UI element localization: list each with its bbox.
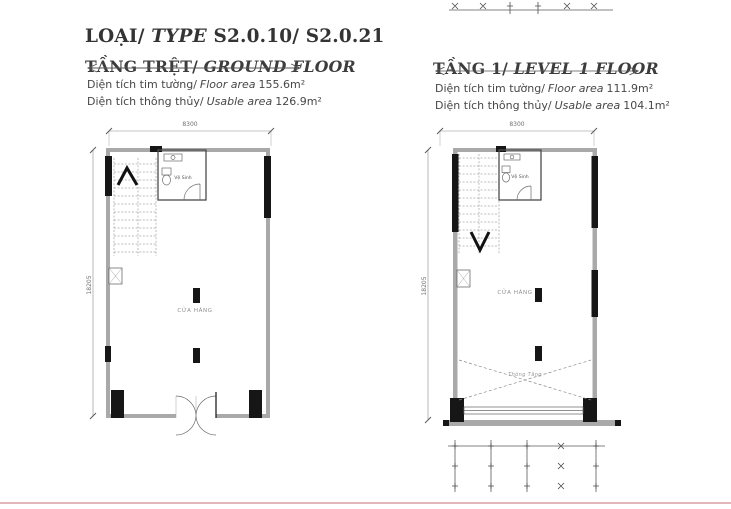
staircase (459, 154, 499, 254)
toilet-bowl (502, 173, 509, 182)
wc-room (499, 150, 541, 200)
unit-type-title (85, 25, 385, 47)
type-title-code: S2.0.10/ S2.0.21 (213, 24, 385, 47)
void-area (459, 360, 591, 400)
sink-counter (164, 154, 182, 161)
floor-area-line (435, 80, 673, 97)
usable-area-label-vi: Diện tích thông thủy/ (435, 99, 552, 112)
balcony-railing (464, 407, 583, 414)
usable-area-label-en: Usable area (554, 99, 621, 112)
height-dimension (421, 147, 431, 423)
staircase (114, 158, 156, 256)
wc-room-label: Vệ Sinh (174, 176, 192, 181)
floor-area-value: 155.6m² (258, 78, 306, 91)
toilet-tank (502, 166, 510, 173)
usable-area-line (87, 93, 325, 110)
svg-text:8300: 8300 (182, 121, 198, 128)
structural-columns (105, 146, 271, 418)
usable-area-value: 104.1m² (623, 99, 670, 112)
floor-area-label-en: Floor area (547, 82, 604, 95)
type-title-en: TYPE (151, 24, 207, 47)
level1-floor-plan (413, 114, 627, 504)
height-dimension (86, 147, 96, 419)
level1-title-en: LEVEL 1 FLOOR (513, 59, 659, 79)
svg-text:8300: 8300 (509, 121, 525, 128)
floor-area-value: 111.9m² (606, 82, 654, 95)
stair-direction-arrow (471, 232, 489, 250)
level1-areas (435, 80, 673, 114)
ground-floor-areas (87, 76, 325, 110)
usable-area-line (435, 97, 673, 114)
sink-basin (510, 155, 514, 159)
page-bottom-rule (0, 502, 731, 504)
double-arrow-underline (85, 63, 303, 73)
wc-door-swing (184, 184, 200, 200)
canopy-grid-bottom (448, 440, 605, 492)
ground-floor-title-vi: TẦNG TRỆT/ (85, 57, 199, 77)
wc-room-label: Vệ Sinh (511, 175, 529, 180)
svg-text:18205: 18205 (86, 275, 93, 295)
exterior-walls (106, 148, 270, 418)
floor-area-label-vi: Diện tích tim tường/ (87, 78, 197, 91)
window-marker (457, 270, 470, 287)
level1-title-vi: TẦNG 1/ (433, 59, 509, 79)
entrance-double-door (176, 392, 216, 435)
floor-area-line (87, 76, 325, 93)
toilet-bowl (163, 175, 171, 185)
width-dimension (106, 121, 274, 146)
usable-area-label-vi: Diện tích thông thủy/ (87, 95, 204, 108)
type-title-vi: LOẠI/ (85, 24, 145, 47)
wc-room (158, 150, 206, 200)
ground-floor-plan (82, 114, 294, 436)
usable-area-value: 126.9m² (275, 95, 322, 108)
sink-basin (171, 156, 175, 160)
double-arrow-underline (433, 66, 641, 76)
shop-room-label: CỬA HÀNG (177, 308, 213, 314)
width-dimension (437, 121, 597, 146)
usable-area-label-en: Usable area (206, 95, 273, 108)
wc-door-swing (517, 186, 531, 200)
toilet-tank (162, 168, 171, 175)
ground-floor-title-en: GROUND FLOOR (203, 57, 356, 77)
stair-direction-arrow (118, 168, 137, 185)
window-marker (109, 268, 122, 284)
void-label: Thông Tầng (508, 372, 542, 378)
floor-area-label-vi: Diện tích tim tường/ (435, 82, 545, 95)
svg-text:18205: 18205 (421, 276, 428, 296)
shop-room-label: CỬA HÀNG (497, 290, 533, 296)
floor-area-label-en: Floor area (199, 78, 256, 91)
canopy-grid-top (443, 0, 625, 16)
